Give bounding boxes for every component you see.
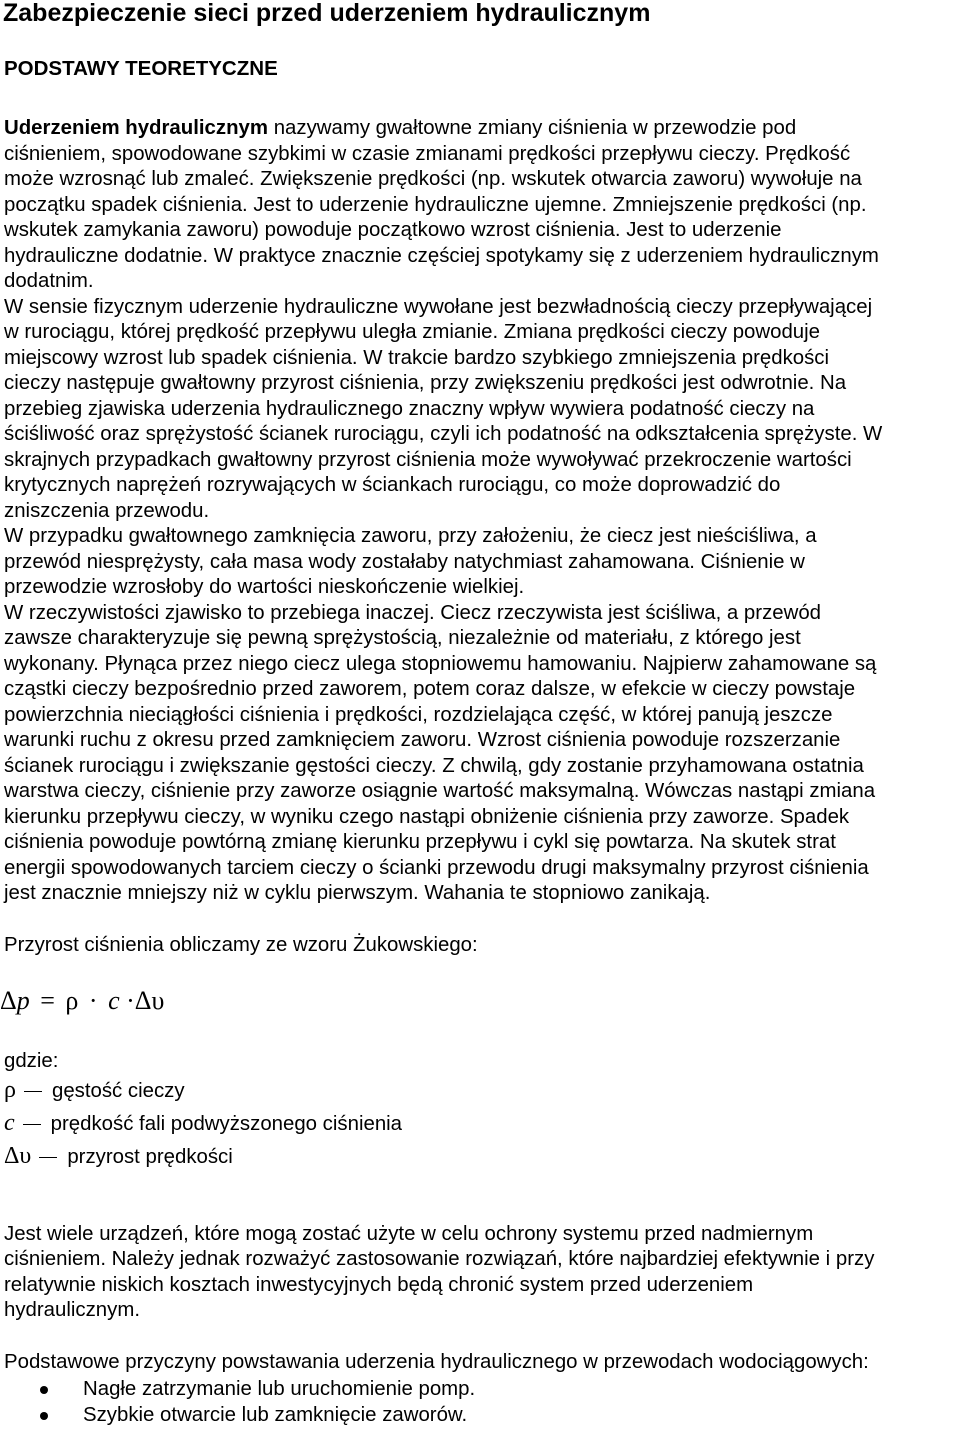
formula-dot: ·: [88, 986, 98, 1015]
section-heading: PODSTAWY TEORETYCZNE: [4, 57, 278, 80]
body-line: W rzeczywistości zjawisko to przebiega inaczej. Ciecz rzeczywista jest ściśliwa, a przewód: [4, 602, 822, 624]
body-line: cieczy następuje gwałtowny przyrost ciśnienia, przy zwiększeniu prędkości jest odwrotnie. Na: [4, 372, 847, 394]
body-line: warstwa cieczy, ciśnienie przy zaworze osiągnie wartość maksymalną. Wówczas nastąpi zmiana: [4, 780, 876, 802]
formula-c: c: [108, 986, 120, 1015]
legend-symbol: Δυ: [4, 1143, 32, 1169]
intro-line: [4, 115, 796, 141]
formula-equals: =: [40, 986, 55, 1015]
intro-line: wskutek zamykania zaworu) powoduje początkowo wzrost ciśnienia. Jest to uderzenie: [4, 219, 782, 241]
intro-line: może wzrosnąć lub zmaleć. Zwiększenie prędkości (np. wskutek otwarcia zaworu) wywołuje na: [4, 168, 862, 190]
intro-line: dodatnim.: [4, 270, 94, 292]
body-line: przewód niesprężysty, cała masa wody zostałaby natychmiast zahamowana. Ciśnienie w: [4, 551, 805, 573]
body-line: przebieg zjawiska uderzenia hydraulicznego znaczny wpływ wywiera podatność cieczy na: [4, 398, 815, 420]
body-line: cząstki cieczy bezpośrednio przed zaworem, potem coraz dalsze, w efekcie w cieczy powstaje: [4, 678, 856, 700]
legend-item: [4, 1110, 402, 1137]
zhukovsky-formula: [0, 983, 164, 1019]
intro-line: początku spadek ciśnienia. Jest to uderzenie hydrauliczne ujemne. Zmniejszenie prędkości (np.: [4, 194, 867, 216]
formula-intro: Przyrost ciśnienia obliczamy ze wzoru Żukowskiego:: [4, 934, 478, 956]
body-line: przewodzie wzrosłoby do wartości nieskończenie wielkiej.: [4, 576, 525, 598]
body-line: ścianek rurociągu i zwiększanie gęstości cieczy. Z chwilą, gdy zostanie przyhamowana ostatnia: [4, 755, 864, 777]
body-line: skrajnych przypadkach gwałtowny przyrost ciśnienia może wywoływać przekroczenie wartości: [4, 449, 852, 471]
intro-line: ciśnieniem, spowodowane szybkimi w czasie zmianami prędkości przepływu cieczy. Prędkość: [4, 143, 851, 165]
legend-desc: gęstość cieczy: [51, 1080, 185, 1102]
formula-upsilon: υ: [151, 986, 165, 1015]
legend-label: gdzie:: [4, 1050, 59, 1072]
causes-intro: Podstawowe przyczyny powstawania uderzenia hydraulicznego w przewodach wodociągowych:: [4, 1351, 869, 1373]
legend-symbol: c: [4, 1110, 15, 1136]
body-line: powierzchnia nieciągłości ciśnienia i prędkości, rozdzielająca część, w której panują jeszcze: [4, 704, 833, 726]
intro-line-text: nazywamy gwałtowne zmiany ciśnienia w przewodzie pod: [268, 117, 797, 139]
para2-line: ciśnieniem. Należy jednak rozważyć zastosowanie rozwiązań, które najbardziej efektywnie i przy: [4, 1248, 875, 1270]
body-line: ściśliwość oraz sprężystość ścianek rurociągu, czyli ich podatność na odkształcenia sprężyste. W: [4, 423, 883, 445]
legend-symbol: ρ: [4, 1077, 16, 1103]
body-line: miejscowy wzrost lub spadek ciśnienia. W trakcie bardzo szybkiego zmniejszenia prędkości: [4, 347, 830, 369]
bullet-icon: [40, 1412, 48, 1420]
intro-line: hydrauliczne dodatnie. W praktyce znacznie częściej spotykamy się z uderzeniem hydraulicznym: [4, 245, 879, 267]
body-line: kierunku przepływu cieczy, w wyniku czego nastąpi obniżenie ciśnienia przy zaworze. Spadek: [4, 806, 850, 828]
body-line: krytycznych naprężeń rozrywających w ściankach rurociągu, co może doprowadzić do: [4, 474, 781, 496]
body-line: ciśnienia powoduje powtórną zmianę kierunku przepływu i cykl się powtarza. Na skutek strat: [4, 831, 836, 853]
legend-dash: [39, 1157, 57, 1159]
formula-delta: Δ: [134, 986, 152, 1015]
bullet-icon: [40, 1386, 48, 1394]
list-item-text: Nagłe zatrzymanie lub uruchomienie pomp.: [83, 1378, 476, 1400]
body-line: jest znacznie mniejszy niż w cyklu pierwszym. Wahania te stopniowo zanikają.: [4, 882, 711, 904]
body-line: W sensie fizycznym uderzenie hydrauliczne wywołane jest bezwładnością cieczy przepływającej: [4, 296, 873, 318]
para2-line: hydraulicznym.: [4, 1299, 140, 1321]
formula-p: p: [16, 986, 30, 1015]
legend-dash: [23, 1124, 41, 1126]
body-line: w rurociągu, której prędkość przepływu uległa zmianie. Zmiana prędkości cieczy powoduje: [4, 321, 821, 343]
body-line: zniszczenia przewodu.: [4, 500, 210, 522]
legend-desc: przyrost prędkości: [67, 1146, 233, 1168]
legend-desc: prędkość fali podwyższonego ciśnienia: [50, 1113, 403, 1135]
body-line: W przypadku gwałtownego zamknięcia zaworu, przy założeniu, że ciecz jest nieściśliwa, a: [4, 525, 817, 547]
para2-line: relatywnie niskich kosztach inwestycyjnych będą chronić system przed uderzeniem: [4, 1274, 754, 1296]
formula-rho: ρ: [65, 986, 79, 1015]
list-item-text: Szybkie otwarcie lub zamknięcie zaworów.: [83, 1404, 468, 1426]
para2-line: Jest wiele urządzeń, które mogą zostać użyte w celu ochrony systemu przed nadmiernym: [4, 1223, 814, 1245]
legend-item: [4, 1077, 185, 1104]
legend-item: [4, 1143, 233, 1170]
intro-bold-term: Uderzeniem hydraulicznym: [4, 117, 269, 139]
document-title: Zabezpieczenie sieci przed uderzeniem hydraulicznym: [3, 0, 651, 27]
formula-delta: Δ: [0, 986, 17, 1015]
legend-dash: [24, 1091, 42, 1093]
body-line: wykonany. Płynąca przez niego ciecz ulega stopniowemu hamowaniu. Najpierw zahamowane są: [4, 653, 877, 675]
body-line: energii spowodowanych tarciem cieczy o ścianki przewodu drugi maksymalny przyrost ciśnienia: [4, 857, 869, 879]
formula-dot: ·: [126, 986, 135, 1015]
body-line: zawsze charakteryzuje się pewną sprężystością, niezależnie od materiału, z którego jest: [4, 627, 801, 649]
body-line: warunki ruchu z okresu przed zamknięciem zaworu. Wzrost ciśnienia powoduje rozszerzanie: [4, 729, 841, 751]
